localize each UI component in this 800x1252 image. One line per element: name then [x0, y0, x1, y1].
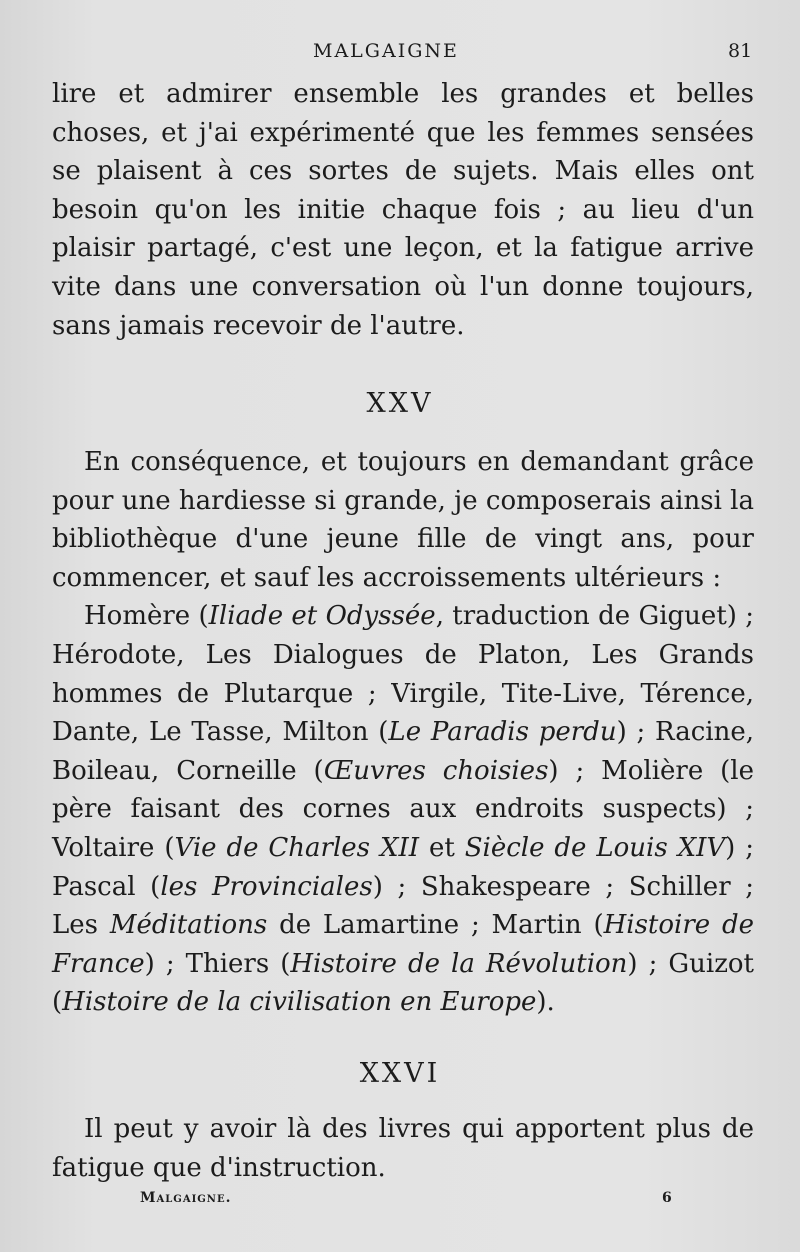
- running-head: [0, 40, 800, 66]
- book-title: les Provinciales: [160, 871, 373, 902]
- text-run: Homère (: [84, 601, 209, 632]
- running-title: MALGAIGNE: [313, 40, 459, 62]
- book-title: Histoire de la civilisation en Europe: [62, 987, 537, 1018]
- book-title: Vie de Charles XII: [174, 832, 420, 863]
- text-run: ) ; Shakespeare ; Schiller ; Les: [52, 871, 755, 941]
- book-title: Histoire de France: [52, 910, 755, 979]
- text-run: , traduction de Giguet) ; Hérodote, Les Dialogues de Platon, Les Grands hommes de Plutarque ; Virgile, Tite-Live, Térence, Dante, Le Tasse, Milton (: [52, 601, 754, 748]
- book-title: Le Paradis perdu: [388, 717, 617, 748]
- paragraph: Il peut y avoir là des livres qui apportent plus de fatigue que d'instruction.: [52, 1114, 754, 1183]
- text-run: ) ; Racine, Boileau, Corneille (: [52, 717, 754, 786]
- text-run: et: [419, 832, 465, 863]
- text-run: ) ; Guizot (: [52, 948, 754, 1018]
- text-run: ) ; Molière (le père faisant des cornes aux endroits suspects) ; Voltaire (: [52, 755, 754, 863]
- reading-list-paragraph: [52, 597, 754, 1022]
- paragraph: lire et admirer ensemble les grandes et belles choses, et j'ai expérimenté que les femmes sensées se plaisent à ces sortes de sujets. Mais elles ont besoin qu'on les initie chaque fois ; au lieu d'un plaisir partagé, c'est une leçon, et la fatigue arrive vite dans une conversation où l'un donne toujours, sans jamais recevoir de l'autre.: [52, 79, 754, 341]
- page-number: 81: [728, 40, 753, 62]
- section-heading-xxvi: XXVI: [359, 1058, 441, 1089]
- text-run: ) ; Thiers (: [144, 948, 291, 979]
- book-title: Œuvres choisies: [323, 755, 549, 786]
- section-xxv-body: [52, 443, 754, 1022]
- section-xxvi-body: [52, 1110, 754, 1187]
- section-heading-xxv: XXV: [366, 388, 434, 419]
- signature-line: [0, 1190, 800, 1212]
- printer-signature: Malgaigne.: [140, 1190, 232, 1206]
- book-title: Méditations: [109, 910, 268, 941]
- paragraph: En conséquence, et toujours en demandant grâce pour une hardiesse si grande, je composerais ainsi la bibliothèque d'une jeune fille de vingt ans, pour commencer, et sauf les accroissements ultérieurs :: [52, 447, 754, 593]
- text-run: de Lamartine ; Martin (: [267, 910, 604, 941]
- text-run: ) ; Pascal (: [52, 832, 754, 902]
- signature-number: 6: [662, 1190, 673, 1206]
- book-title: Iliade et Odyssée: [208, 601, 436, 632]
- text-run: ).: [536, 987, 555, 1018]
- continued-paragraph-block: [52, 75, 754, 345]
- book-title: Siècle de Louis XIV: [464, 832, 726, 863]
- book-title: Histoire de la Révolution: [290, 948, 628, 979]
